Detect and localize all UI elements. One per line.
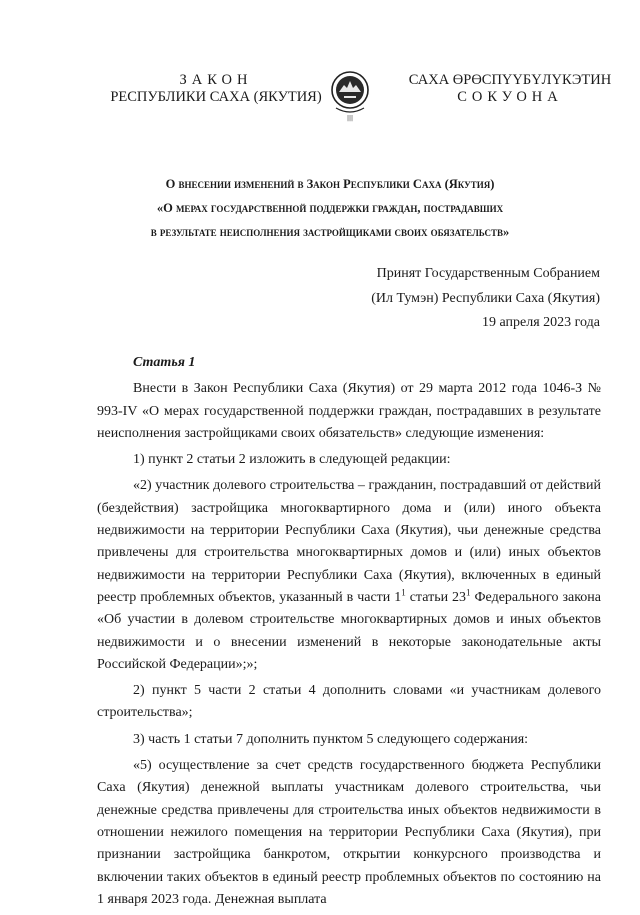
adopted-line2: (Ил Тумэн) Республики Саха (Якутия) (371, 290, 600, 306)
definition-text-a: «2) участник долевого строительства – гражданин, пострадавший от действий (бездействия) застройщика многоквартирного дома и (или) иного объекта недвижимости на территории Республики Саха (Якутия), чьи денежные средства привлечены для строительства многоквартирных домов и (или) иных объектов недвижимости на территории Республики Саха (Якутия), включенных в единый реестр проблемных объектов, указанный в части 1 (97, 478, 601, 605)
header-left-line2: РЕСПУБЛИКИ САХА (ЯКУТИЯ) (110, 89, 322, 105)
superscript: 1 (466, 587, 471, 598)
article-heading: Статья 1 (133, 355, 196, 370)
title-line1: О внесении изменений в Закон Республики Саха (Якутия) (165, 177, 495, 191)
law-title (40, 172, 620, 244)
header-left-line1: ЗАКОН (179, 72, 253, 88)
body-paragraph-item1: 1) пункт 2 статьи 2 изложить в следующей редакции: (133, 452, 451, 468)
title-line3: в результате неисполнения застройщиками своих обязательств» (150, 225, 510, 239)
header-left-russian (100, 72, 332, 106)
title-line2: «О мерах государственной поддержки граждан, пострадавших (156, 201, 504, 215)
header-right-line2: СОКУОНА (457, 89, 563, 105)
body-paragraph-item2: 2) пункт 5 части 2 статьи 4 дополнить словами «и участникам долевого строительства»; (97, 683, 601, 721)
body-paragraph-definition (97, 475, 601, 676)
svg-text:|||: ||| (346, 115, 354, 122)
body-paragraph-clause5: «5) осуществление за счет средств государственного бюджета Республики Саха (Якутия) денежной выплаты участникам долевого строительства, чьи денежные средства привлечены для строительства иных объектов недвижимости в отношении нежилого помещения на территории Республики Саха (Якутия), при признании застройщика банкротом, открытии конкурсного производства и включении таких объектов в единый реестр проблемных объектов по состоянию на 1 января 2023 года. Денежная выплата (97, 758, 601, 907)
body-paragraph-item3: 3) часть 1 статьи 7 дополнить пунктом 5 следующего содержания: (133, 731, 529, 747)
document-header (0, 72, 640, 142)
definition-text-b: статьи 23 (405, 589, 467, 605)
definition-text-c: Федерального закона «Об участии в долевом строительстве многоквартирных домов и иных объектов недвижимости и о внесении изменений в некоторые законодательные акты Российской Федерации»;»; (97, 589, 602, 672)
body-paragraph-intro: Внести в Закон Республики Саха (Якутия) от 29 марта 2012 года 1046-З № 993-IV «О мерах государственной поддержки граждан, пострадавших в результате неисполнения застройщиками своих обязательств» следующие изменения: (97, 381, 601, 441)
adoption-block (371, 262, 600, 336)
law-body (97, 352, 601, 915)
header-right-line1: САХА ӨРӨСПҮҮБҮЛҮКЭТИН (408, 72, 612, 88)
header-right-yakut (405, 72, 615, 106)
superscript: 1 (401, 587, 406, 598)
adopted-line1: Принят Государственным Собранием (376, 266, 600, 281)
coat-of-arms-icon (330, 70, 370, 124)
adopted-date: 19 апреля 2023 года (482, 315, 600, 330)
